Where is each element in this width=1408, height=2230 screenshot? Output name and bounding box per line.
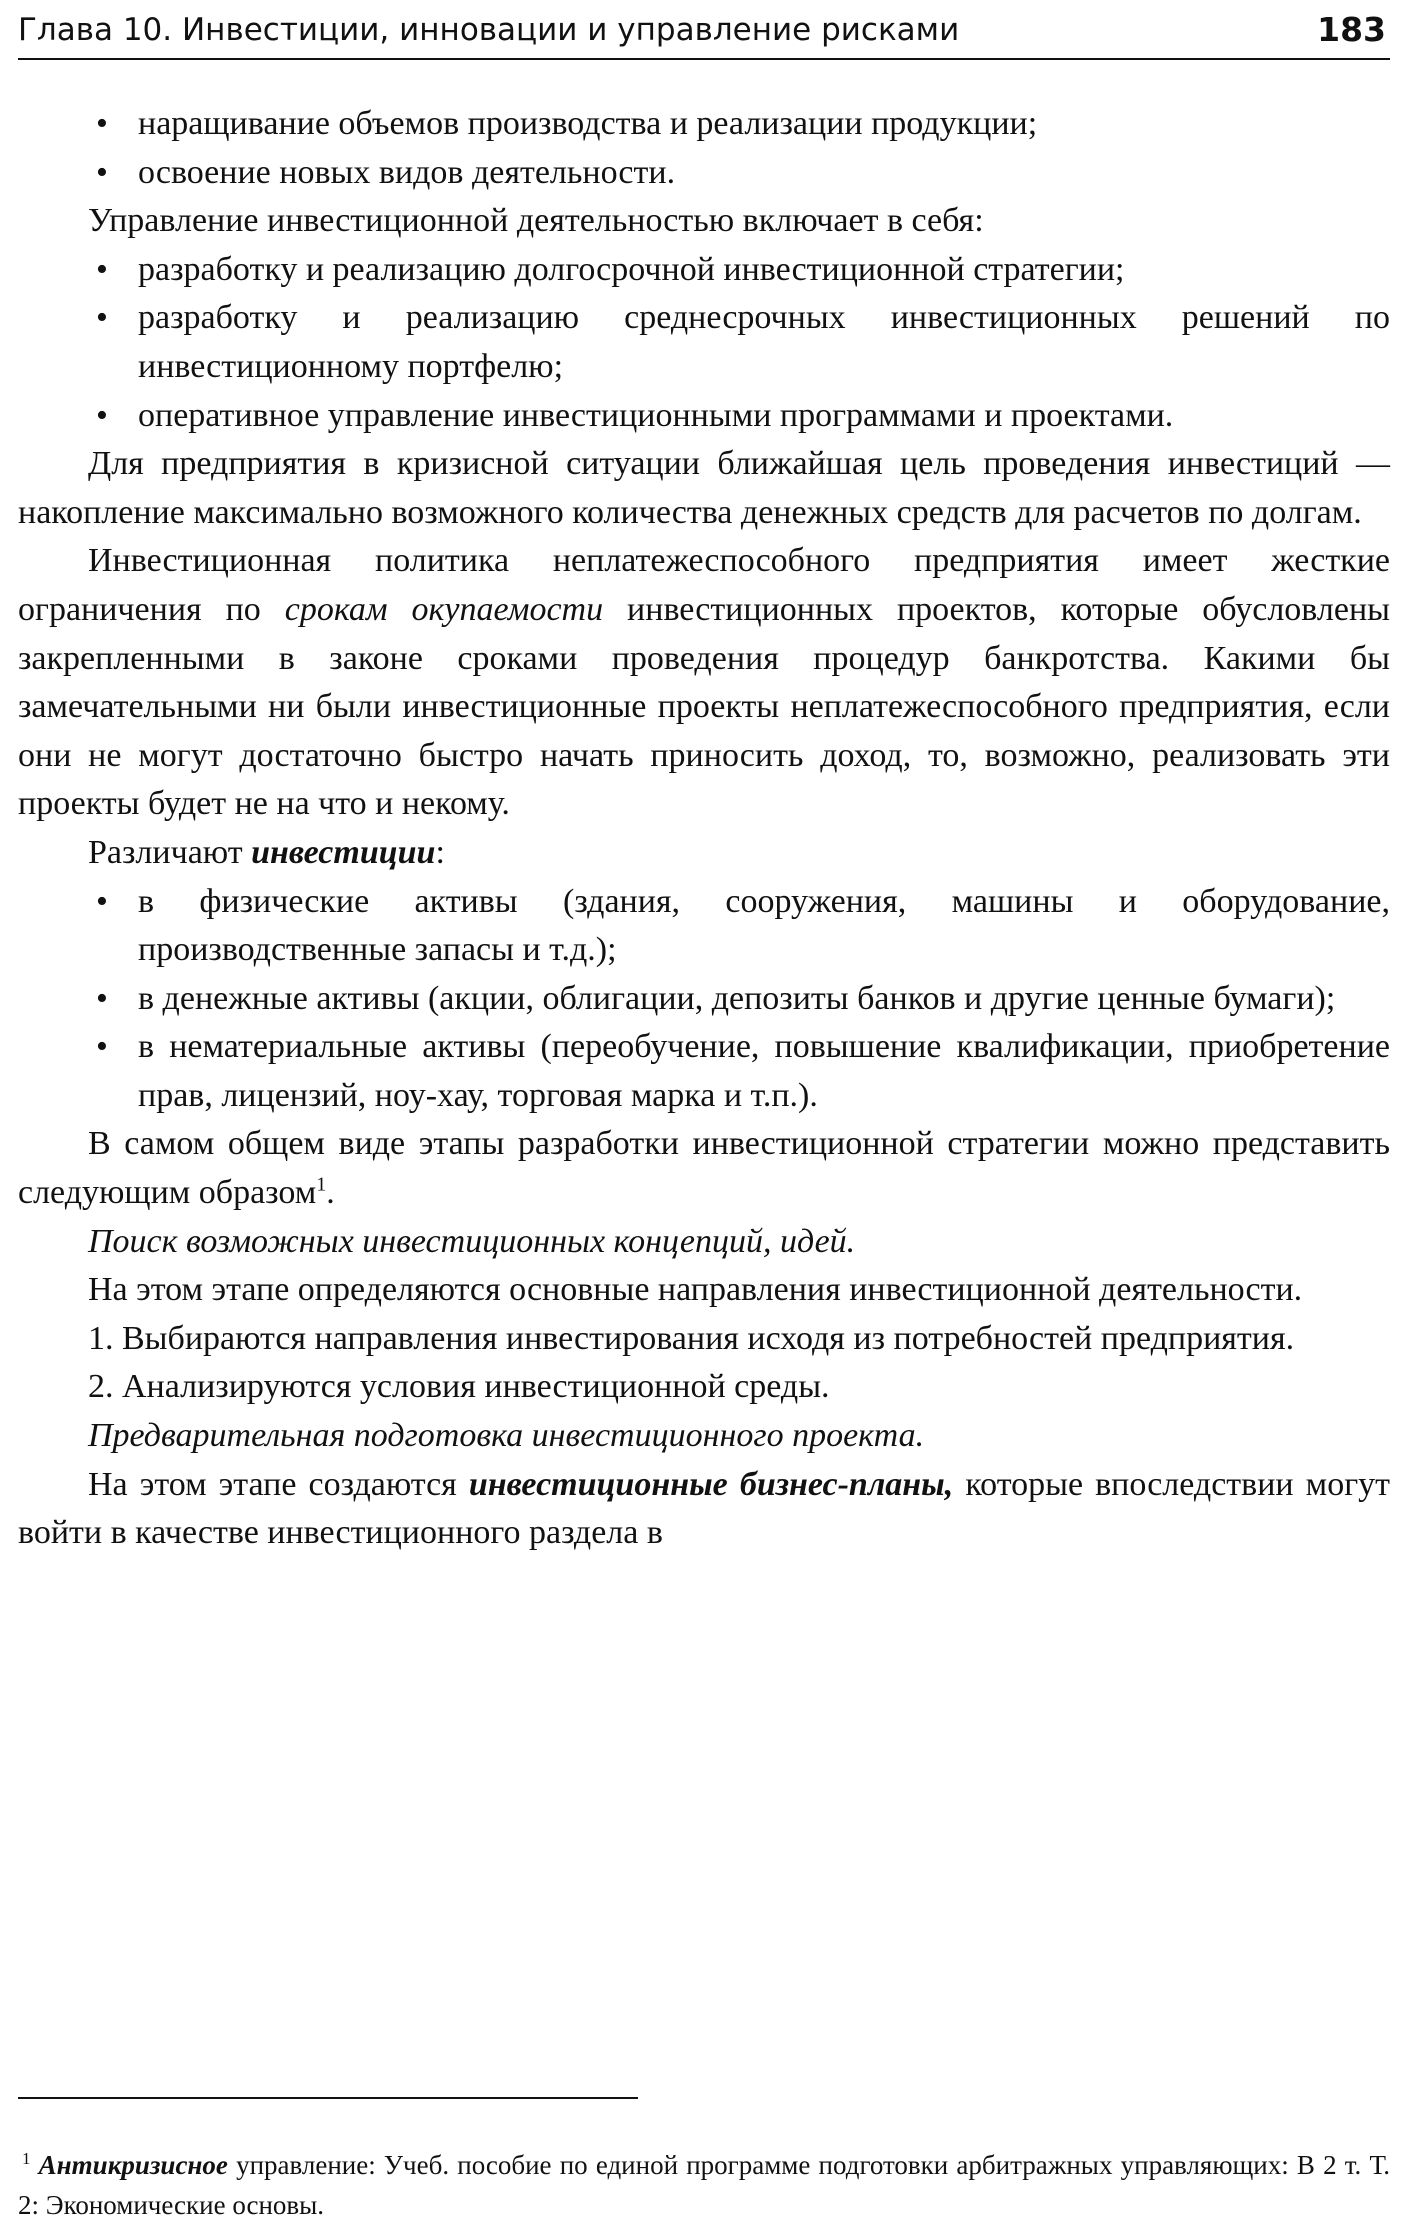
bullet-item: • разработку и реализацию долгосрочной инвестиционной стратегии; xyxy=(18,246,1390,295)
footnote: $^1$ Антикризисное управление: Учеб. пособие по единой программе подготовки арбитражных управляющих: В 2 т. Т. 2: Экономические основы. xyxy=(18,2149,1391,2220)
bullet-icon: • xyxy=(96,1028,108,1066)
bullet-icon: • xyxy=(96,882,108,920)
bullet-icon: • xyxy=(96,299,108,337)
bullet-icon: • xyxy=(96,396,108,434)
bullet-icon: • xyxy=(96,153,108,191)
footnote-marker: 1 xyxy=(22,2149,31,2168)
main-text xyxy=(18,100,1390,1558)
paragraph-management: Управление инвестиционной деятельностью включает в себя: xyxy=(88,202,984,240)
running-header xyxy=(18,10,1390,60)
bullet-item: • оперативное управление инвестиционными программами и проектами. xyxy=(18,392,1390,441)
bullet-item: • в денежные активы (акции, облигации, депозиты банков и другие ценные бумаги); xyxy=(18,975,1390,1024)
bullet-item: • освоение новых видов деятельности. xyxy=(18,149,1390,198)
chapter-title: Глава 10. Инвестиции, инновации и управление рисками xyxy=(18,12,960,48)
bullet-icon: • xyxy=(96,105,108,142)
numbered-item-1: 1. Выбираются направления инвестирования исходя из потребностей предприятия. xyxy=(88,1319,1295,1357)
numbered-item-2: 2. Анализируются условия инвестиционной среды. xyxy=(88,1368,830,1406)
paragraph-policy: Инвестиционная политика неплатежеспособного предприятия имеет жесткие ограничения по срокам окупаемости инвестиционных проектов, которые обусловлены закрепленными в законе сроками проведения процедур банкротства. Какими бы замечательными ни были инвестиционные проекты неплатежеспособного предприятия, если они не могут достаточно быстро начать приносить доход, то, возможно, реализовать эти проекты будет не на что и некому. xyxy=(18,542,1391,823)
subheading-prelim: Предварительная подготовка инвестиционного проекта. xyxy=(88,1417,925,1455)
bullet-item: • разработку и реализацию среднесрочных инвестиционных решений по инвестиционному портфелю; xyxy=(18,294,1390,391)
paragraph-stage2: На этом этапе создаются инвестиционные бизнес-планы, которые впоследствии могут войти в качестве инвестиционного раздела в xyxy=(18,1465,1390,1552)
paragraph-distinguish: Различают инвестиции: xyxy=(88,833,445,871)
footnote-ref[interactable]: 1 xyxy=(316,1173,327,1196)
term-emphasis: инвестиции xyxy=(251,833,436,871)
subheading-search: Поиск возможных инвестиционных концепций, идей. xyxy=(88,1222,856,1260)
bullet-item: • в нематериальные активы (переобучение, повышение квалификации, приобретение прав, лицензий, ноу-хау, торговая марка и т.п.). xyxy=(18,1023,1390,1120)
page-number: 183 xyxy=(1317,10,1386,49)
footnote-emphasis: Антикризисное xyxy=(38,2150,228,2180)
footnote-divider xyxy=(18,2097,638,2099)
paragraph-stages: В самом общем виде этапы разработки инвестиционной стратегии можно представить следующим образом$^1$. xyxy=(18,1125,1390,1212)
bullet-icon: • xyxy=(96,979,108,1017)
term-emphasis: инвестиционные бизнес-планы, xyxy=(468,1465,954,1503)
paragraph-crisis: Для предприятия в кризисной ситуации ближайшая цель проведения инвестиций — накопление максимально возможного количества денежных средств для расчетов по долгам. xyxy=(18,445,1390,531)
bullet-icon: • xyxy=(96,250,108,288)
emphasis: срокам окупаемости xyxy=(284,590,604,628)
paragraph-stage1: На этом этапе определяются основные направления инвестиционной деятельности. xyxy=(88,1271,1303,1309)
book-page xyxy=(18,0,1390,2230)
bullet-item: • в физические активы (здания, сооружения, машины и оборудование, производственные запасы и т.д.); xyxy=(18,878,1390,975)
bullet-item: • наращивание объемов производства и реализации продукции; xyxy=(18,100,1390,149)
